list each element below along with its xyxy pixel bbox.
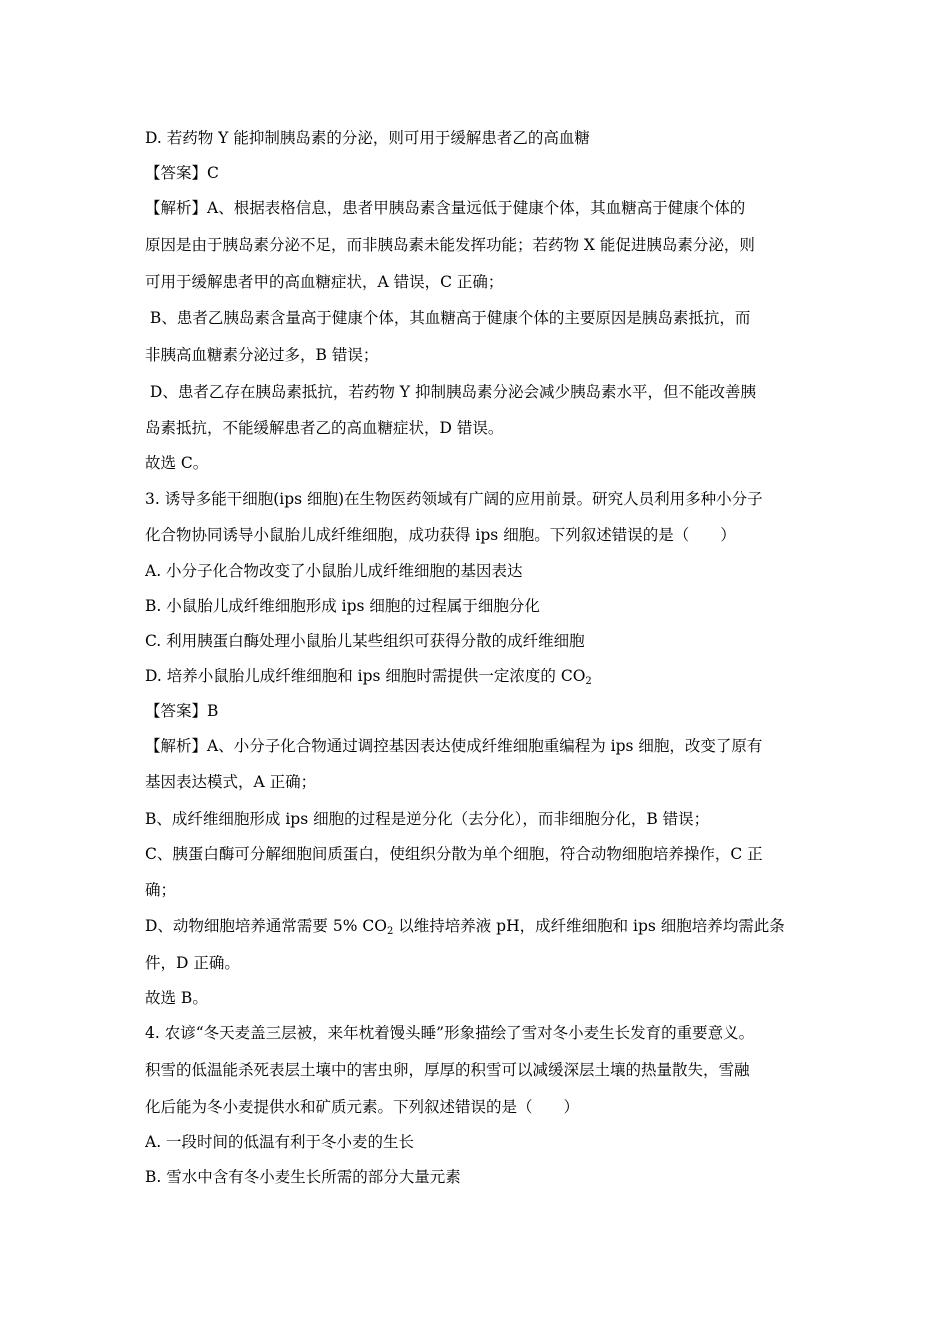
q4-option-b: B. 雪水中含有冬小麦生长所需的部分大量元素	[145, 1168, 461, 1186]
q4-stem-line: 积雪的低温能杀死表层土壤中的害虫卵，厚厚的积雪可以减缓深层土壤的热量散失，雪融	[145, 1061, 750, 1079]
q3-analysis-line: 基因表达模式，A 正确；	[145, 773, 317, 791]
q2-option-d: D. 若药物 Y 能抑制胰岛素的分泌，则可用于缓解患者乙的高血糖	[145, 129, 590, 147]
q2-analysis-line: 非胰高血糖素分泌过多，B 错误；	[145, 346, 379, 364]
q2-analysis-line: 【解析】A、根据表格信息，患者甲胰岛素含量远低于健康个体，其血糖高于健康个体的	[145, 199, 746, 217]
q3-option-c: C. 利用胰蛋白酶处理小鼠胎儿某些组织可获得分散的成纤维细胞	[145, 632, 585, 650]
q3-option-a: A. 小分子化合物改变了小鼠胎儿成纤维细胞的基因表达	[145, 562, 523, 580]
q2-answer: 【答案】C	[145, 164, 219, 182]
q3-analysis-line: 【解析】A、小分子化合物通过调控基因表达使成纤维细胞重编程为 ips 细胞，改变了原有	[145, 737, 763, 755]
q3-analysis-line: C、胰蛋白酶可分解细胞间质蛋白，使组织分散为单个细胞，符合动物细胞培养操作，C 正	[145, 845, 763, 863]
q3-analysis-line: B、成纤维细胞形成 ips 细胞的过程是逆分化（去分化），而非细胞分化，B 错误；	[145, 810, 710, 828]
q3-analysis-6-text-cont: 以维持培养液 pH，成纤维细胞和 ips 细胞培养均需此条	[393, 917, 785, 935]
q3-stem-line: 3. 诱导多能干细胞(ips 细胞)在生物医药领域有广阔的应用前景。研究人员利用多种小分子	[145, 490, 763, 508]
q2-analysis-line: B、患者乙胰岛素含量高于健康个体，其血糖高于健康个体的主要原因是胰岛素抵抗，而	[145, 309, 751, 327]
q4-stem-line: 4. 农谚“冬天麦盖三层被，来年枕着馒头睡”形象描绘了雪对冬小麦生长发育的重要意义。	[145, 1024, 755, 1042]
q3-option-d-subscript: 2	[585, 676, 592, 687]
q3-conclusion: 故选 B。	[145, 989, 208, 1007]
q3-option-d	[145, 665, 835, 687]
q3-analysis-line: 确；	[145, 881, 177, 899]
q2-conclusion: 故选 C。	[145, 454, 209, 472]
q3-answer: 【答案】B	[145, 702, 219, 720]
q2-analysis-line: 岛素抵抗，不能缓解患者乙的高血糖症状，D 错误。	[145, 419, 504, 437]
q3-analysis-6-text: D、动物细胞培养通常需要 5% CO	[145, 917, 387, 935]
q4-option-a: A. 一段时间的低温有利于冬小麦的生长	[145, 1133, 415, 1151]
q3-analysis-line: 件，D 正确。	[145, 954, 240, 972]
q2-analysis-line: D、患者乙存在胰岛素抵抗，若药物 Y 抑制胰岛素分泌会减少胰岛素水平，但不能改善胰	[145, 383, 756, 401]
q2-analysis-line: 原因是由于胰岛素分泌不足，而非胰岛素未能发挥功能；若药物 X 能促进胰岛素分泌，则	[145, 236, 755, 254]
q3-stem-line: 化合物协同诱导小鼠胎儿成纤维细胞，成功获得 ips 细胞。下列叙述错误的是（ ）	[145, 526, 736, 544]
q3-option-b: B. 小鼠胎儿成纤维细胞形成 ips 细胞的过程属于细胞分化	[145, 597, 540, 615]
q4-stem-line: 化后能为冬小麦提供水和矿质元素。下列叙述错误的是（ ）	[145, 1098, 580, 1116]
q2-analysis-line: 可用于缓解患者甲的高血糖症状，A 错误，C 正确；	[145, 273, 504, 291]
q3-analysis-6-subscript: 2	[386, 926, 394, 937]
q3-option-d-text: D. 培养小鼠胎儿成纤维细胞和 ips 细胞时需提供一定浓度的 CO	[145, 667, 586, 685]
q3-analysis-line	[145, 915, 835, 937]
